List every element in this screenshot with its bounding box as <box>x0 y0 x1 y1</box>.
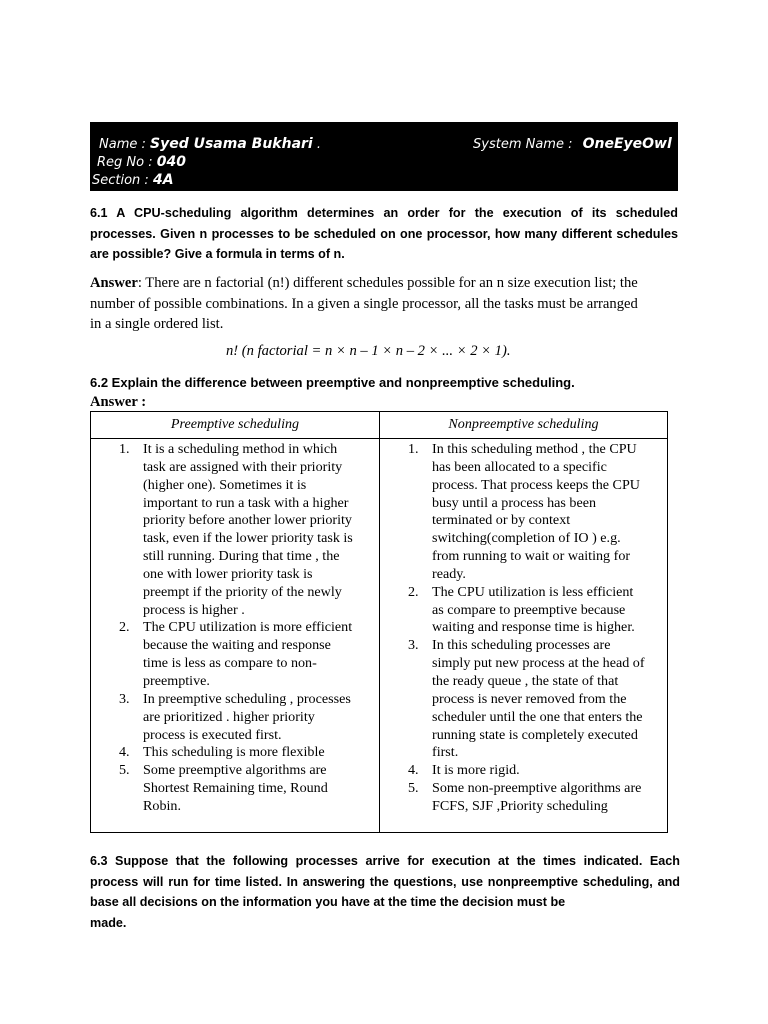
reg-no-field <box>97 154 186 170</box>
question-6-3 <box>90 851 680 933</box>
section-value: 4A <box>152 172 174 188</box>
preemptive-item-text-line: because the waiting and response <box>143 637 331 654</box>
preemptive-item-3 <box>91 691 379 745</box>
name-label: Name : <box>99 137 150 152</box>
nonpreemptive-item-number: 5. <box>408 780 419 797</box>
preemptive-item-text-line: In preemptive scheduling , processes <box>143 690 351 707</box>
nonpreemptive-list <box>380 441 667 816</box>
nonpreemptive-item-text-line: as compare to preemptive because <box>432 601 626 618</box>
nonpreemptive-item-text-line: ready. <box>432 565 466 582</box>
preemptive-item-text-line: time is less as compare to non- <box>143 655 317 672</box>
nonpreemptive-item-5 <box>380 780 667 816</box>
preemptive-item-number: 4. <box>119 744 130 761</box>
nonpreemptive-item-1 <box>380 441 667 584</box>
nonpreemptive-item-number: 4. <box>408 762 419 779</box>
nonpreemptive-item-text-line: from running to wait or waiting for <box>432 548 631 565</box>
preemptive-item-1 <box>91 441 379 619</box>
reg-no-label: Reg No : <box>97 155 157 170</box>
preemptive-item-4 <box>91 744 379 762</box>
table-body-row <box>91 439 668 833</box>
question-6-2-text: 6.2 Explain the difference between preemptive and nonpreemptive scheduling. <box>90 375 575 390</box>
preemptive-item-text-line: priority before another lower priority <box>143 512 352 529</box>
system-name-field <box>473 136 672 152</box>
answer-6-1 <box>90 273 680 335</box>
name-value: Syed Usama Bukhari <box>150 136 313 152</box>
system-name-value: OneEyeOwl <box>582 136 672 152</box>
nonpreemptive-item-text-line: terminated or by context <box>432 512 571 529</box>
nonpreemptive-item-text-line: has been allocated to a specific <box>432 458 607 475</box>
preemptive-item-text-line: still running. During that time , the <box>143 548 340 565</box>
nonpreemptive-item-text-line: process is never removed from the <box>432 690 627 707</box>
preemptive-item-text-line: task, even if the lower priority task is <box>143 530 353 547</box>
nonpreemptive-item-text-line: Some non-preemptive algorithms are <box>432 780 642 797</box>
nonpreemptive-item-text-line: It is more rigid. <box>432 762 520 779</box>
system-name-label: System Name : <box>473 137 577 152</box>
scheduling-comparison-table <box>90 411 668 833</box>
preemptive-item-number: 1. <box>119 441 130 457</box>
preemptive-item-text-line: process is higher . <box>143 601 245 618</box>
student-info-header <box>90 122 678 191</box>
factorial-formula: n! (n factorial = n × n – 1 × n – 2 × ... × 2 × 1). <box>226 343 511 359</box>
nonpreemptive-item-number: 2. <box>408 583 419 600</box>
name-trail: . <box>312 137 321 152</box>
preemptive-item-number: 2. <box>119 619 130 636</box>
nonpreemptive-item-text-line: process. That process keeps the CPU <box>432 476 640 493</box>
name-field <box>99 136 321 152</box>
question-6-3-line-2: process will run for time listed. In answering the questions, use nonpreemptive scheduling, and <box>90 874 680 889</box>
preemptive-item-text-line: task are assigned with their priority <box>143 458 343 475</box>
nonpreemptive-item-text-line: In this scheduling method , the CPU <box>432 441 637 457</box>
section-field <box>92 172 174 188</box>
preemptive-item-2 <box>91 619 379 690</box>
nonpreemptive-item-4 <box>380 762 667 780</box>
preemptive-item-text-line: The CPU utilization is more efficient <box>143 619 353 636</box>
preemptive-list <box>91 441 379 816</box>
question-6-1-line-1: 6.1 A CPU-scheduling algorithm determines an order for the execution of its scheduled <box>90 206 678 220</box>
question-6-1-line-3: are possible? Give a formula in terms of n. <box>90 247 345 261</box>
answer-6-1-line-3: in a single ordered list. <box>90 316 224 332</box>
preemptive-item-text-line: are prioritized . higher priority <box>143 708 315 725</box>
question-6-1-line-2: processes. Given n processes to be scheduled on one processor, how many different schedules <box>90 226 678 241</box>
preemptive-item-number: 5. <box>119 762 130 779</box>
preemptive-header: Preemptive scheduling <box>91 412 380 439</box>
preemptive-item-text-line: one with lower priority task is <box>143 565 313 582</box>
nonpreemptive-item-text-line: simply put new process at the head of <box>432 655 645 672</box>
reg-no-value: 040 <box>156 154 186 170</box>
section-label: Section : <box>92 173 153 188</box>
preemptive-item-text-line: process is executed first. <box>143 726 282 743</box>
table-header-row <box>91 412 668 439</box>
nonpreemptive-header: Nonpreemptive scheduling <box>380 412 668 439</box>
preemptive-item-text-line: preemptive. <box>143 672 210 689</box>
preemptive-item-text-line: It is a scheduling method in which <box>143 441 338 457</box>
preemptive-cell <box>91 439 380 833</box>
answer-6-2-label: Answer : <box>90 394 147 410</box>
preemptive-item-text-line: Shortest Remaining time, Round <box>143 780 328 797</box>
nonpreemptive-item-text-line: the ready queue , the state of that <box>432 672 619 689</box>
nonpreemptive-cell <box>380 439 668 833</box>
nonpreemptive-item-text-line: switching(completion of IO ) e.g. <box>432 530 621 547</box>
nonpreemptive-item-text-line: waiting and response time is higher. <box>432 619 635 636</box>
preemptive-item-number: 3. <box>119 690 130 707</box>
nonpreemptive-item-3 <box>380 637 667 762</box>
question-6-2 <box>90 373 678 394</box>
preemptive-item-text-line: Some preemptive algorithms are <box>143 762 327 779</box>
preemptive-item-text-line: Robin. <box>143 797 181 814</box>
preemptive-item-5 <box>91 762 379 816</box>
answer-6-1-line-1 <box>90 273 680 294</box>
question-6-3-line-3: base all decisions on the information you have at the time the decision must be <box>90 895 566 909</box>
question-6-3-line-4: made. <box>90 915 127 930</box>
preemptive-item-text-line: (higher one). Sometimes it is <box>143 476 307 493</box>
question-6-1 <box>90 203 678 265</box>
nonpreemptive-item-text-line: FCFS, SJF ,Priority scheduling <box>432 797 608 814</box>
answer-6-1-line-2: number of possible combinations. In a given a single processor, all the tasks must be arranged <box>90 295 638 312</box>
nonpreemptive-item-number: 1. <box>408 441 419 457</box>
nonpreemptive-item-number: 3. <box>408 637 419 654</box>
preemptive-item-text-line: preempt if the priority of the newly <box>143 583 342 600</box>
nonpreemptive-item-2 <box>380 584 667 638</box>
nonpreemptive-item-text-line: In this scheduling processes are <box>432 637 611 654</box>
nonpreemptive-item-text-line: running state is completely executed <box>432 726 638 743</box>
question-6-3-line-1: 6.3 Suppose that the following processes arrive for execution at the times indicated. Each <box>90 854 680 868</box>
nonpreemptive-item-text-line: busy until a process has been <box>432 494 596 511</box>
preemptive-item-text-line: This scheduling is more flexible <box>143 744 325 761</box>
nonpreemptive-item-text-line: first. <box>432 744 459 761</box>
nonpreemptive-item-text-line: scheduler until the one that enters the <box>432 708 643 725</box>
preemptive-item-text-line: important to run a task with a higher <box>143 494 349 511</box>
nonpreemptive-item-text-line: The CPU utilization is less efficient <box>432 583 634 600</box>
answer-label: Answer <box>90 275 138 291</box>
answer-6-1-text: : There are n factorial (n!) different schedules possible for an n size execution list; the <box>137 275 638 291</box>
